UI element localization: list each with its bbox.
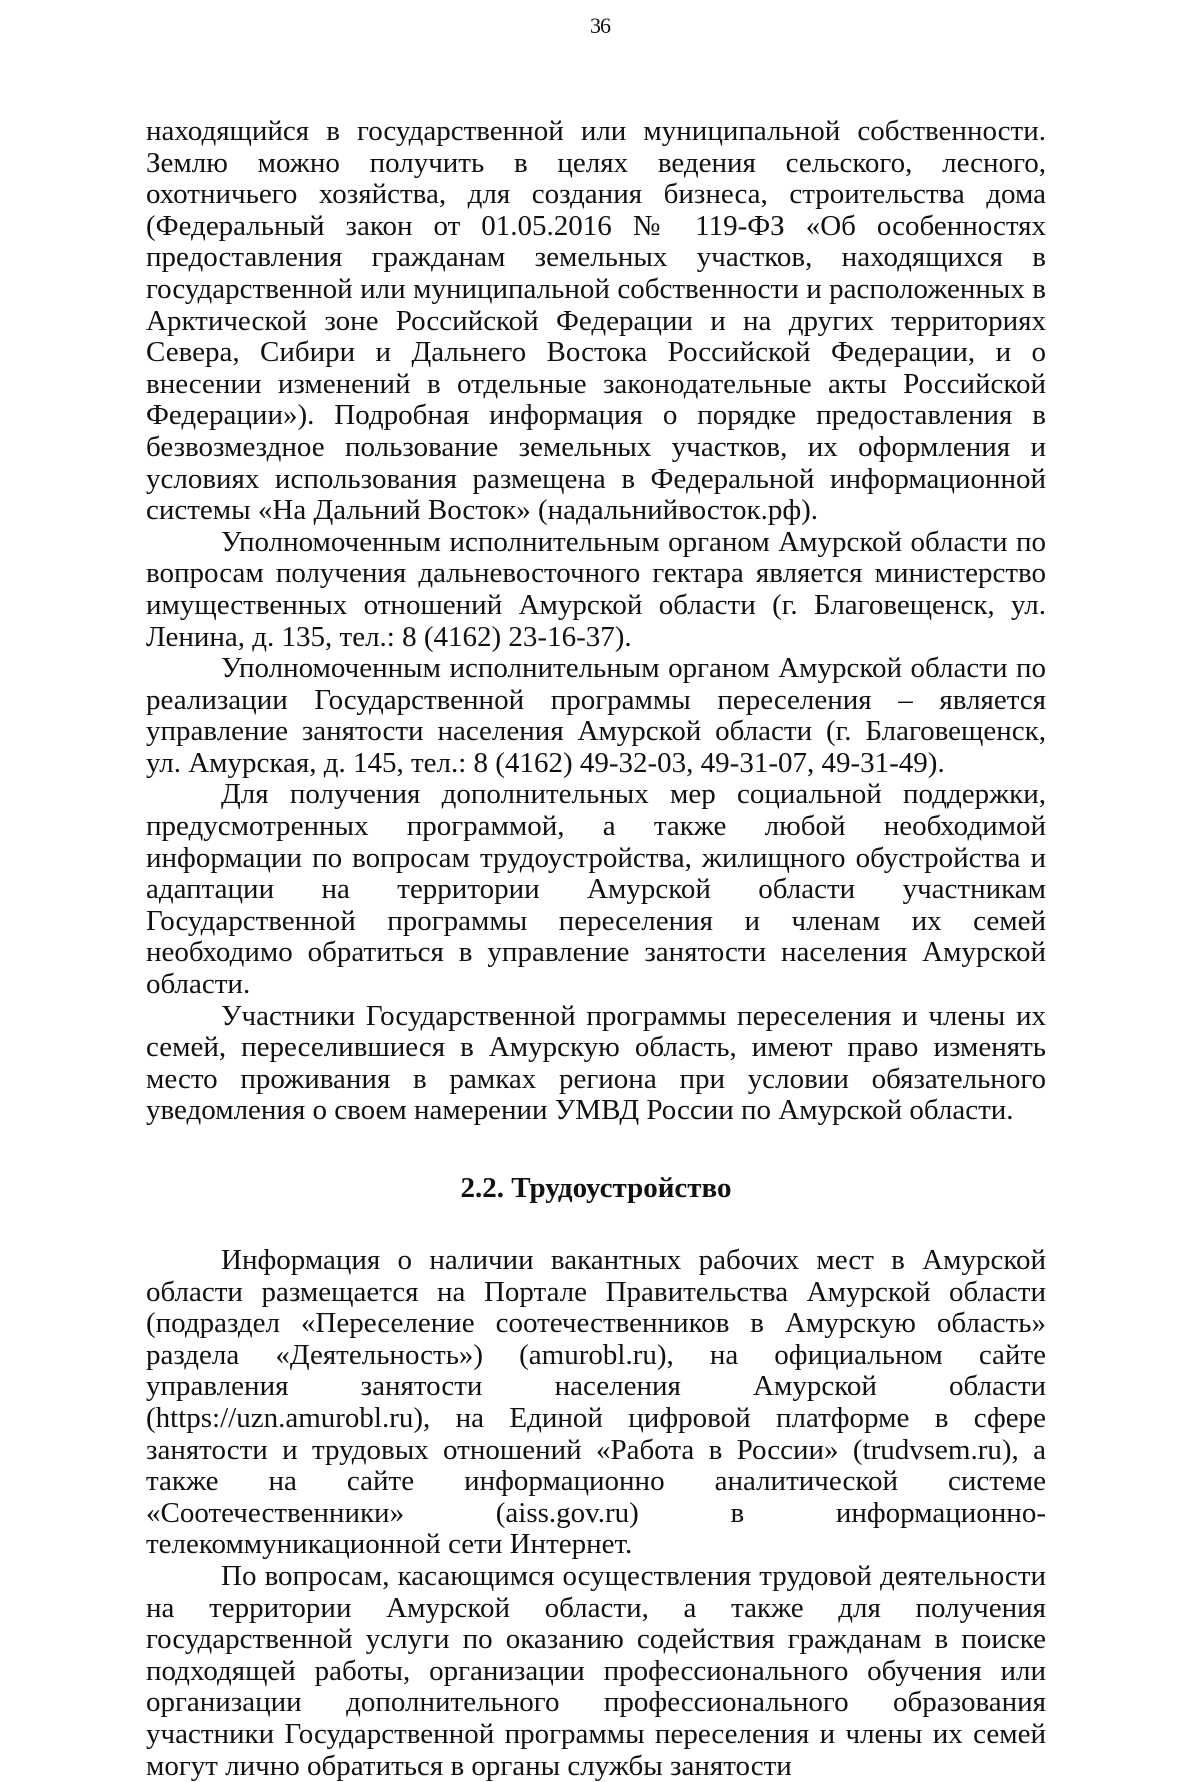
paragraph-hectare-authority: Уполномоченным исполнительным органом Амурской области по вопросам получения дальневосточного гектара является министерство имущественных отношений Амурской области (г. Благовещенск, ул. Ленина, д. 135, тел.: 8 (4162) 23-16-37). [146, 525, 1046, 653]
paragraph-social-support: Для получения дополнительных мер социальной поддержки, предусмотренных программой, а также любой необходимой информации по вопросам трудоустройства, жилищного обустройства и адаптации на территории Амурской области участникам Государственной программы переселения и членам их семей необходимо обратиться в управление занятости населения Амурской области. [146, 778, 1046, 1001]
paragraph-vacancy-info: Информация о наличии вакантных рабочих мест в Амурской области размещается на Портале Правительства Амурской области (подраздел «Переселение соотечественников в Амурскую область» раздела «Деятельность») (amurobl.ru), на официальном сайте управления занятости населения Амурской области (https://uzn.amurobl.ru), на Единой цифровой платформе в сфере занятости и трудовых отношений «Работа в России» (trudvsem.ru), а также на сайте информационно аналитической системе «Соотечественники» (aiss.gov.ru) в информационно-телекоммуникационной сети Интернет. [146, 1244, 1046, 1561]
document-body [146, 116, 1046, 1782]
page-number: 36 [590, 13, 610, 38]
section-heading-employment: 2.2. Трудоустройство [460, 1172, 732, 1204]
paragraph-land-continuation: находящийся в государственной или муниципальной собственности. Землю можно получить в целях ведения сельского, лесного, охотничьего хозяйства, для создания бизнеса, строительства дома (Федеральный закон от 01.05.2016 № 119-ФЗ «Об особенностях предоставления гражданам земельных участков, находящихся в государственной или муниципальной собственности и расположенных в Арктической зоне Российской Федерации и на других территориях Севера, Сибири и Дальнего Востока Российской Федерации, и о внесении изменений в отдельные законодательные акты Российской Федерации»). Подробная информация о порядке предоставления в безвозмездное пользование земельных участков, их оформления и условиях использования размещена в Федеральной информационной системы «На Дальний Восток» (надальнийвосток.рф). [146, 115, 1046, 527]
paragraph-residence-change: Участники Государственной программы переселения и члены их семей, переселившиеся в Амурскую область, имеют право изменять место проживания в рамках региона при условии обязательного уведомления о своем намерении УМВД России по Амурской области. [146, 999, 1046, 1127]
paragraph-employment-services: По вопросам, касающимся осуществления трудовой деятельности на территории Амурской области, а также для получения государственной услуги по оказанию содействия гражданам в поиске подходящей работы, организации профессионального обучения или организации дополнительного профессионального образования участники Государственной программы переселения и члены их семей могут лично обратиться в органы службы занятости [146, 1559, 1046, 1782]
paragraph-resettlement-authority: Уполномоченным исполнительным органом Амурской области по реализации Государственной программы переселения – является управление занятости населения Амурской области (г. Благовещенск, ул. Амурская, д. 145, тел.: 8 (4162) 49-32-03, 49-31-07, 49-31-49). [146, 652, 1046, 779]
